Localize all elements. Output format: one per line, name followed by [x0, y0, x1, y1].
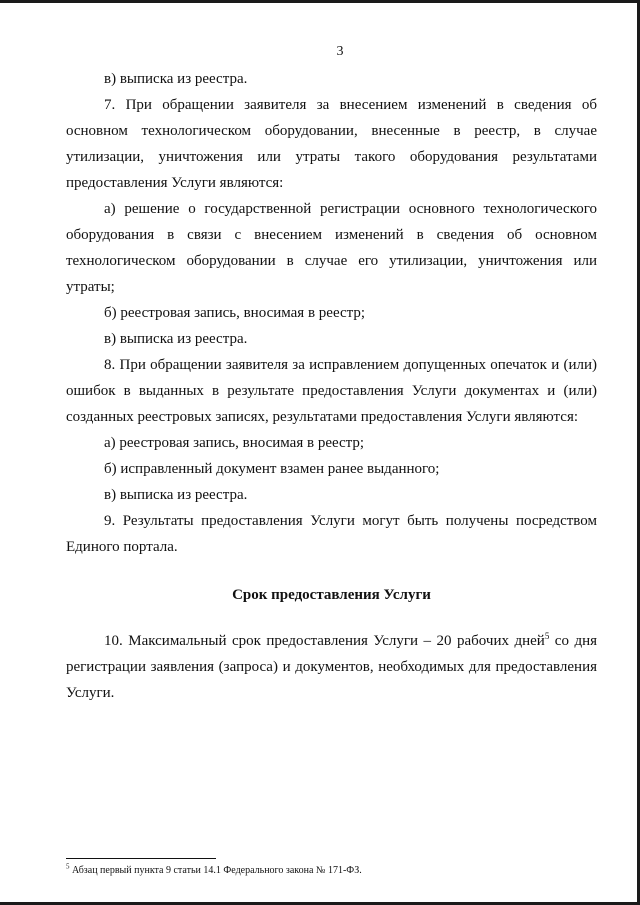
page-number: 3	[336, 44, 344, 59]
footnote	[66, 864, 586, 878]
paragraph-8: 8. При обращении заявителя за исправлением допущенных опечаток и (или) ошибок в выданных в результате предоставления Услуги документах и (или) созданных реестровых записях, результатами предоставления Услуги являются:	[66, 357, 597, 425]
paragraph-8-item-b: б) исправленный документ взамен ранее выданного;	[104, 461, 440, 477]
paragraph-7: 7. При обращении заявителя за внесением изменений в сведения об основном технологическом оборудовании, внесенные в реестр, в случае утилизации, уничтожения или утраты такого оборудования результатами предоставления Услуги являются:	[66, 97, 597, 191]
paragraph-8-item-a: а) реестровая запись, вносимая в реестр;	[104, 435, 365, 451]
paragraph-10-text-start: 10. Максимальный срок предоставления Услуги – 20 рабочих дней	[104, 633, 545, 649]
paragraph-7-item-v: в) выписка из реестра.	[104, 331, 248, 347]
paragraph-9: 9. Результаты предоставления Услуги могут быть получены посредством Единого портала.	[66, 513, 597, 555]
scan-edge-top	[0, 0, 640, 3]
document-body	[66, 66, 597, 706]
paragraph-10-text-end: со дня регистрации заявления (запроса) и документов, необходимых для предоставления Услуги.	[66, 633, 598, 701]
footnote-reference: 5	[544, 631, 550, 641]
paragraph-7-item-a: а) решение о государственной регистрации основного технологического оборудования в связи с внесением изменений в сведения об основном технологическом оборудовании в случае его утилизации, уничтожения или утраты;	[66, 201, 597, 295]
footnote-text: Абзац первый пункта 9 статьи 14.1 Федерального закона № 171-ФЗ.	[69, 865, 362, 876]
section-heading: Срок предоставления Услуги	[232, 587, 431, 603]
paragraph-7-item-b: б) реестровая запись, вносимая в реестр;	[104, 305, 366, 321]
paragraph-10	[66, 628, 597, 706]
paragraph-8-item-v: в) выписка из реестра.	[104, 487, 248, 503]
paragraph-6-item-v: в) выписка из реестра.	[104, 71, 248, 87]
footnote-separator	[66, 858, 216, 859]
footnote-marker: 5	[66, 862, 70, 871]
